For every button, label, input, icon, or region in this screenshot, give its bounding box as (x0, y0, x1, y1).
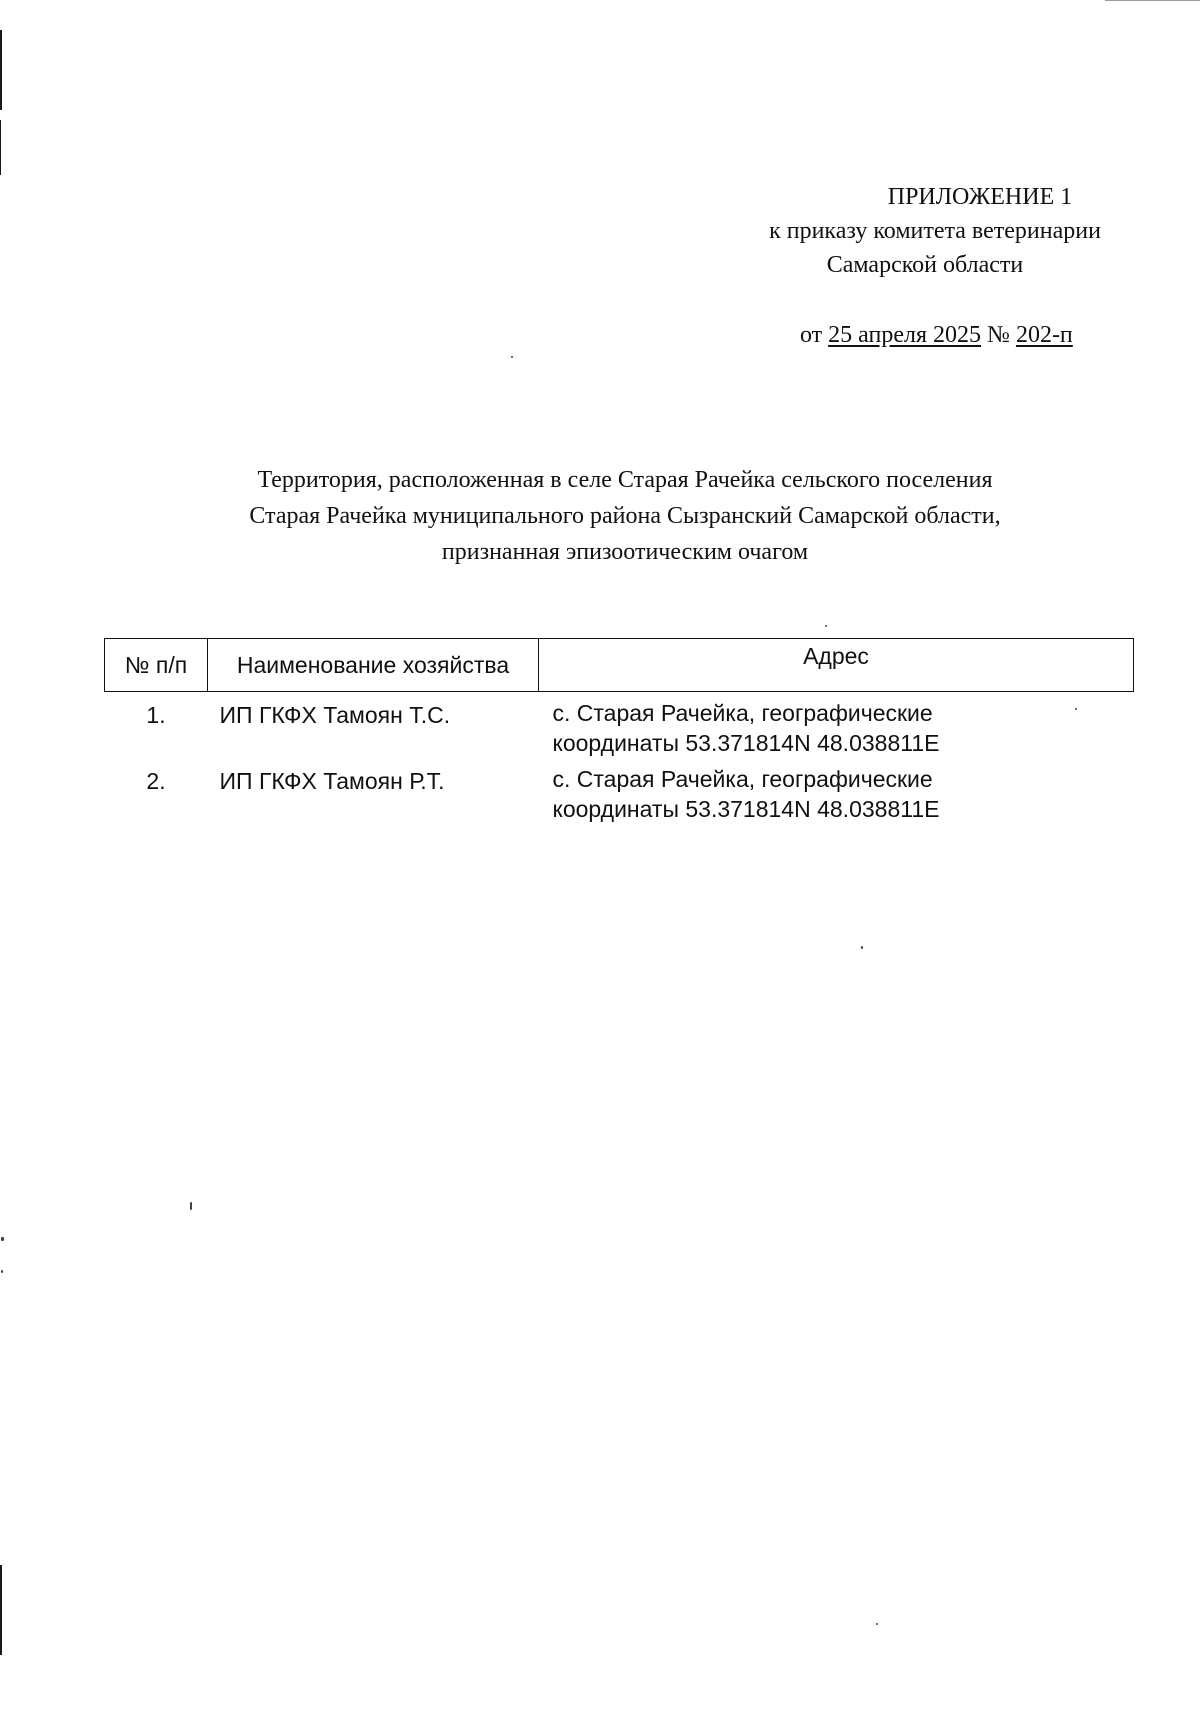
row-address (539, 758, 1134, 824)
title-line-3: признанная эпизоотическим очагом (441, 539, 809, 565)
title-line-2: Старая Рачейка муниципального района Сызранский Самарской области, (249, 503, 1001, 529)
row-address-line-2: координаты 53.371814N 48.038811E (552, 796, 940, 822)
row-address (539, 692, 1134, 759)
order-date: 25 апреля 2025 (828, 322, 982, 348)
header-address: Адрес (539, 639, 1134, 692)
row-farm-name: ИП ГКФХ Тамоян Т.С. (219, 702, 451, 728)
scan-top-right-rule (1105, 0, 1200, 1)
appendix-reference: к приказу комитета ветеринарии (769, 218, 1101, 244)
order-reference (800, 318, 1073, 352)
scan-speck (876, 1623, 878, 1625)
scan-speck (511, 356, 513, 358)
row-number: 1. (146, 702, 166, 728)
scan-speck (1, 1237, 4, 1241)
farms-table (104, 638, 1134, 824)
header-number: № п/п (105, 639, 208, 692)
order-number-sign: № (987, 322, 1010, 348)
scan-edge-line-upper (0, 120, 1, 175)
scan-speck (190, 1202, 192, 1210)
row-address-line-1: с. Старая Рачейка, географические (552, 700, 933, 726)
order-prefix: от (800, 322, 823, 348)
row-address-line-1: с. Старая Рачейка, географические (552, 766, 933, 792)
appendix-header (690, 180, 1150, 282)
title-line-1: Территория, расположенная в селе Старая Рачейка сельского поселения (257, 467, 993, 493)
row-farm-name: ИП ГКФХ Тамоян Р.Т. (219, 768, 445, 794)
appendix-heading: ПРИЛОЖЕНИЕ 1 (887, 184, 1073, 210)
header-farm-name: Наименование хозяйства (208, 639, 539, 692)
scan-speck (825, 625, 827, 627)
document-title (150, 462, 1100, 570)
table-header-row (105, 639, 1134, 692)
scan-speck (861, 946, 863, 949)
table-row (105, 758, 1134, 824)
scan-edge-line-bottom (0, 1565, 2, 1655)
scan-speck (1, 1270, 3, 1273)
scan-edge-line-top (0, 30, 2, 110)
order-number: 202-п (1015, 322, 1073, 348)
row-number: 2. (146, 768, 166, 794)
row-address-line-2: координаты 53.371814N 48.038811E (552, 730, 940, 756)
appendix-region: Самарской области (826, 252, 1024, 278)
table-row (105, 692, 1134, 759)
